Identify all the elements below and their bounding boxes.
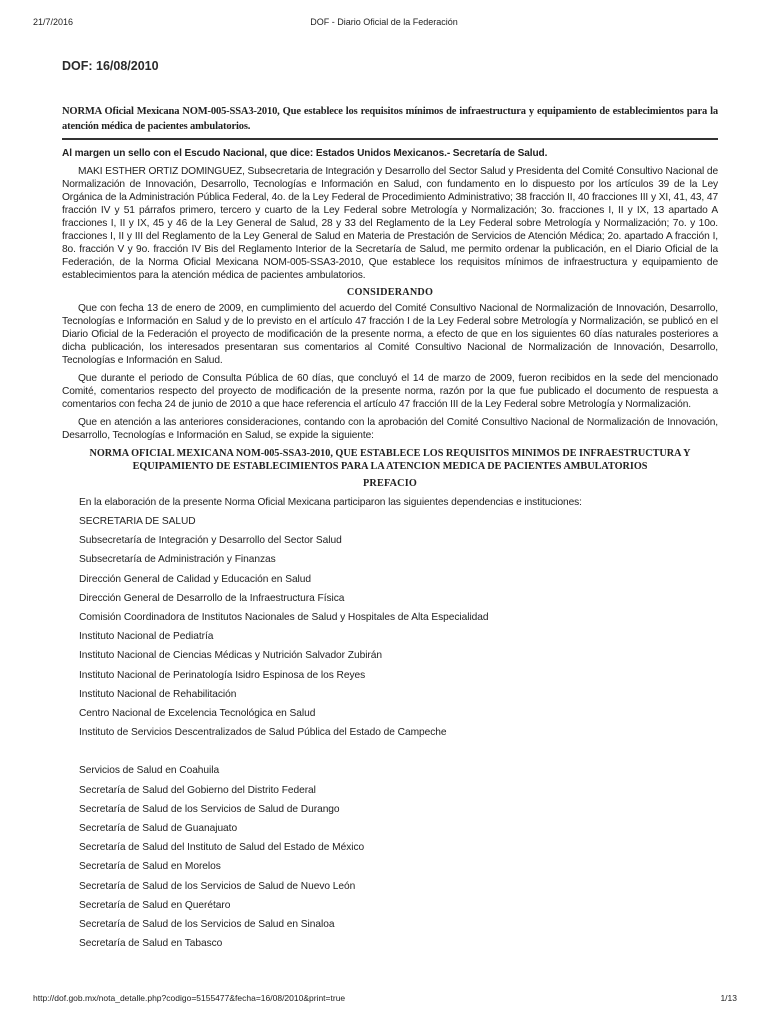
institution-item: Secretaría de Salud en Morelos <box>79 861 221 873</box>
document-content <box>62 59 718 953</box>
prefacio-heading: PREFACIO <box>362 478 418 489</box>
institution-item: Subsecretaría de Administración y Finanzas <box>79 554 276 566</box>
institution-item: Instituto de Servicios Descentralizados de Salud Pública del Estado de Campeche <box>79 727 447 739</box>
norma-heading: NORMA OFICIAL MEXICANA NOM-005-SSA3-2010, QUE ESTABLECE LOS REQUISITOS MINIMOS DE INFRAESTRUCTURA Y EQUIPAMIENTO DE ESTABLECIMIENTOS PARA LA ATENCION MEDICA DE PACIENTES AMBULATORIOS <box>89 448 691 472</box>
institution-item: Secretaría de Salud de los Servicios de Salud de Nuevo León <box>79 880 356 892</box>
institution-item: Secretaría de Salud de Guanajuato <box>79 823 238 835</box>
prefacio-intro: En la elaboración de la presente Norma Oficial Mexicana participaron las siguientes dependencias e instituciones: <box>79 497 582 508</box>
considerando-heading: CONSIDERANDO <box>346 287 434 298</box>
print-url[interactable]: http://dof.gob.mx/nota_detalle.php?codigo=5155477&fecha=16/08/2010&print=true <box>33 993 346 1003</box>
institution-item: Secretaría de Salud en Tabasco <box>79 938 223 950</box>
page-number: 1/13 <box>720 993 737 1003</box>
institutions-group-2 <box>79 761 718 953</box>
print-page-title: DOF - Diario Oficial de la Federación <box>310 17 458 27</box>
institution-item: Servicios de Salud en Coahuila <box>79 765 220 777</box>
institution-item: Secretaría de Salud de los Servicios de Salud en Sinaloa <box>79 919 335 931</box>
print-footer <box>33 993 737 1003</box>
considerando-paragraph-1: Que con fecha 13 de enero de 2009, en cumplimiento del acuerdo del Comité Consultivo Nacional de Normalización de Innovación, Desarrollo, Tecnologías e Información en Salud y de lo previsto en el artículo 47 fracción I de la Ley Federal sobre Metrología y Normalización, se publicó en el Diario Oficial de la Federación el proyecto de modificación de la presente norma, a efecto de que en los siguientes 60 días naturales posteriores a dicha publicación, los interesados presentaran sus comentarios al Comité Consultivo Nacional de Normalización de Innovación, Desarrollo, Tecnologías e Información en Salud. <box>62 303 718 366</box>
institution-item: Secretaría de Salud del Instituto de Salud del Estado de México <box>79 842 365 854</box>
institution-item: Centro Nacional de Excelencia Tecnológica en Salud <box>79 708 316 720</box>
institution-item: Instituto Nacional de Rehabilitación <box>79 688 237 700</box>
margin-note: Al margen un sello con el Escudo Nacional, que dice: Estados Unidos Mexicanos.- Secretaría de Salud. <box>62 148 548 159</box>
print-header <box>33 17 735 27</box>
dof-date: DOF: 16/08/2010 <box>62 59 159 73</box>
institution-item: Subsecretaría de Integración y Desarrollo del Sector Salud <box>79 535 342 547</box>
print-date: 21/7/2016 <box>33 17 74 27</box>
institution-item: Secretaría de Salud del Gobierno del Distrito Federal <box>79 784 316 796</box>
considerando-paragraph-2: Que durante el periodo de Consulta Pública de 60 días, que concluyó el 14 de marzo de 2009, fueron recibidos en la sede del mencionado Comité, comentarios respecto del proyecto de modificación de la presente norma, razón por la que fue publicado el documento de respuesta a comentarios con fecha 24 de junio de 2010 a que hace referencia el artículo 47 fracción III de la Ley Federal sobre Metrología y Normalización. <box>62 373 718 410</box>
institutions-group-1 <box>79 512 718 742</box>
institution-item: Comisión Coordinadora de Institutos Nacionales de Salud y Hospitales de Alta Especialidad <box>79 612 489 624</box>
institution-item: Dirección General de Calidad y Educación en Salud <box>79 573 312 585</box>
institutions-list <box>62 493 718 953</box>
considerando-paragraph-3: Que en atención a las anteriores consideraciones, contando con la aprobación del Comité Consultivo Nacional de Normalización de Innovación, Desarrollo, Tecnologías e Información en Salud, se expide la siguiente: <box>62 417 718 441</box>
institution-item: Instituto Nacional de Pediatría <box>79 631 214 643</box>
institution-item: SECRETARIA DE SALUD <box>79 516 196 527</box>
title-divider <box>62 138 718 140</box>
list-spacer <box>79 742 718 761</box>
norma-title: NORMA Oficial Mexicana NOM-005-SSA3-2010, Que establece los requisitos mínimos de infraestructura y equipamiento de establecimientos para la atención médica de pacientes ambulatorios. <box>62 106 718 132</box>
intro-paragraph: MAKI ESTHER ORTIZ DOMINGUEZ, Subsecretaria de Integración y Desarrollo del Sector Salud y Presidenta del Comité Consultivo Nacional de Normalización de Innovación, Desarrollo, Tecnologías e Información en Salud, con fundamento en lo dispuesto por los artículos 39 de la Ley Orgánica de la Administración Pública Federal, 4o. de la Ley Federal de Procedimiento Administrativo; 38 fracción II, 40 fracciones III y XI, 41, 43, 47 fracción IV y 51 párrafos primero, tercero y cuarto de la Ley Federal sobre Metrología y Normalización; 3o. fracciones I, II y IX, 13 apartado A fracciones I, II y IX, 45 y 46 de la Ley General de Salud, 28 y 33 del Reglamento de la Ley Federal sobre Metrología y Normalización; 7o. y 10o. fracciones I, II y III del Reglamento de la Ley General de Salud en Materia de Prestación de Servicios de Atención Médica; 2o. apartado A fracción I, 8o. fracción V y 9o. fracción IV Bis del Reglamento Interior de la Secretaría de Salud, me permito ordenar la publicación, en el Diario Oficial de la Federación, de la Norma Oficial Mexicana NOM-005-SSA3-2010, Que establece los requisitos mínimos de infraestructura y equipamiento de establecimientos para la atención médica de pacientes ambulatorios. <box>62 166 718 281</box>
institution-item: Secretaría de Salud en Querétaro <box>79 899 231 911</box>
institution-item: Secretaría de Salud de los Servicios de Salud de Durango <box>79 803 340 815</box>
institution-item: Instituto Nacional de Perinatología Isidro Espinosa de los Reyes <box>79 669 366 681</box>
institution-item: Instituto Nacional de Ciencias Médicas y Nutrición Salvador Zubirán <box>79 650 382 662</box>
institution-item: Dirección General de Desarrollo de la Infraestructura Física <box>79 592 345 604</box>
